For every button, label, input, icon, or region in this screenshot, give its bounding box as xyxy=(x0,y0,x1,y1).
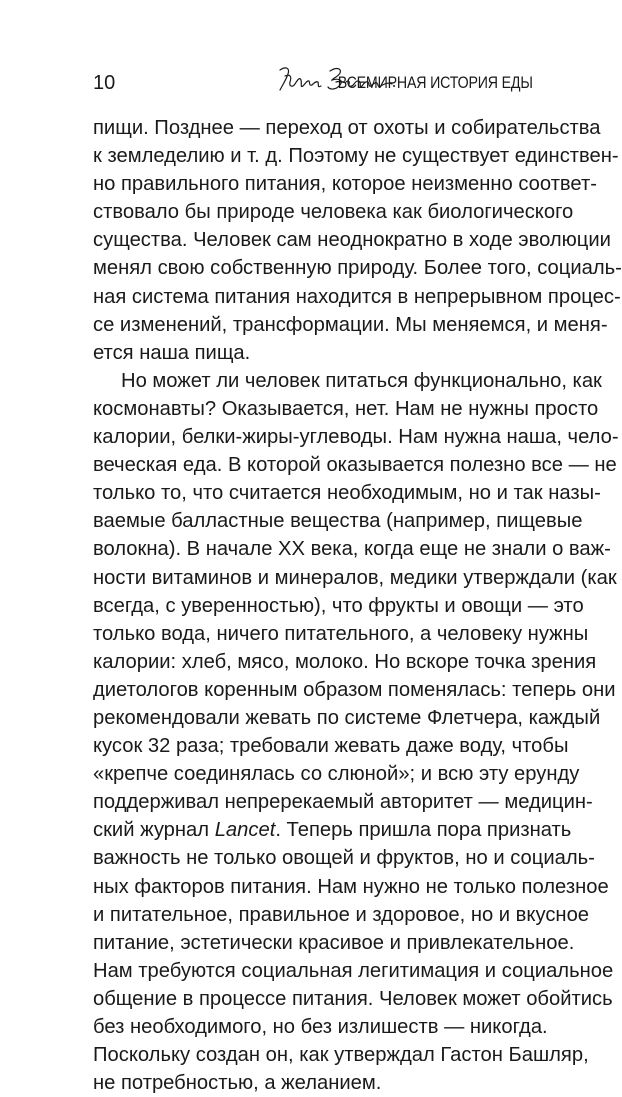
text-line: без необходимого, но без излишеств — никогда. xyxy=(93,1016,548,1038)
text-line: «крепче соединялась со слюной»; и всю эту ерунду xyxy=(93,763,580,786)
text-line: ствовало бы природе человека как биологического xyxy=(93,201,574,224)
text-line: и питательное, правильное и здоровое, но и вкусное xyxy=(93,903,590,926)
text-line: калории, белки-жиры-углеводы. Нам нужна наша, чело- xyxy=(93,426,619,449)
text-line: рекомендовали жевать по системе Флетчера, каждый xyxy=(93,706,601,729)
text-line: общение в процессе питания. Человек может обойтись xyxy=(93,987,613,1010)
text-line: ности витаминов и минералов, медики утверждали (как xyxy=(93,566,617,589)
text-line: только вода, ничего питательного, а человеку нужны xyxy=(93,622,589,645)
page-header xyxy=(93,58,533,98)
text-line: кусок 32 раза; требовали жевать даже воду, чтобы xyxy=(93,735,569,758)
text-line: к земледелию и т. д. Поэтому не существует единствен- xyxy=(93,145,619,168)
text-segment: . Теперь пришла пора признать xyxy=(275,819,572,842)
page-number: 10 xyxy=(93,72,116,94)
text-line: поддерживал непререкаемый авторитет — медицин- xyxy=(93,791,593,814)
text-line: диетологов коренным образом поменялась: теперь они xyxy=(93,678,616,701)
text-line: важность не только овощей и фруктов, но и социаль- xyxy=(93,847,595,870)
text-line: Нам требуются социальная легитимация и социальное xyxy=(93,959,614,982)
text-line: питание, эстетически красивое и привлекательное. xyxy=(93,931,575,954)
text-line: ется наша пища. xyxy=(93,341,251,364)
text-line: космонавты? Оказывается, нет. Нам не нужны просто xyxy=(93,397,599,420)
text-line: ная система питания находится в непрерывном процес- xyxy=(93,285,621,308)
text-line: не потребностью, а желанием. xyxy=(93,1072,382,1095)
book-title: ВСЕМИРНАЯ ИСТОРИЯ ЕДЫ xyxy=(337,74,533,92)
text-line: се изменений, трансформации. Мы меняемся, и меня- xyxy=(93,313,608,336)
text-line: только то, что считается необходимым, но и так назы- xyxy=(93,482,601,505)
text-line: Но может ли человек питаться функционально, как xyxy=(121,369,602,392)
text-segment: ский журнал xyxy=(93,819,215,842)
text-line: волокна). В начале XX века, когда еще не знали о важ- xyxy=(93,538,611,561)
text-line: Поскольку создан он, как утверждал Гастон Башляр, xyxy=(93,1044,589,1067)
text-line: пищи. Позднее — переход от охоты и собирательства xyxy=(93,117,601,139)
text-line: ваемые балластные вещества (например, пищевые xyxy=(93,510,583,533)
text-line: веческая еда. В которой оказывается полезно все — не xyxy=(93,454,617,477)
text-line-lancet xyxy=(93,816,572,844)
text-line: но правильного питания, которое неизменно соответ- xyxy=(93,173,597,196)
journal-name: Lancet xyxy=(214,819,276,842)
text-line: менял свою собственную природу. Более того, социаль- xyxy=(93,257,622,280)
text-line: всегда, с уверенностью), что фрукты и овощи — это xyxy=(93,594,584,617)
text-line: существа. Человек сам неоднократно в ходе эволюции xyxy=(93,229,611,252)
text-line: ных факторов питания. Нам нужно не только полезное xyxy=(93,875,609,898)
body-text xyxy=(93,114,622,1097)
text-line: калории: хлеб, мясо, молоко. Но вскоре точка зрения xyxy=(93,650,597,673)
